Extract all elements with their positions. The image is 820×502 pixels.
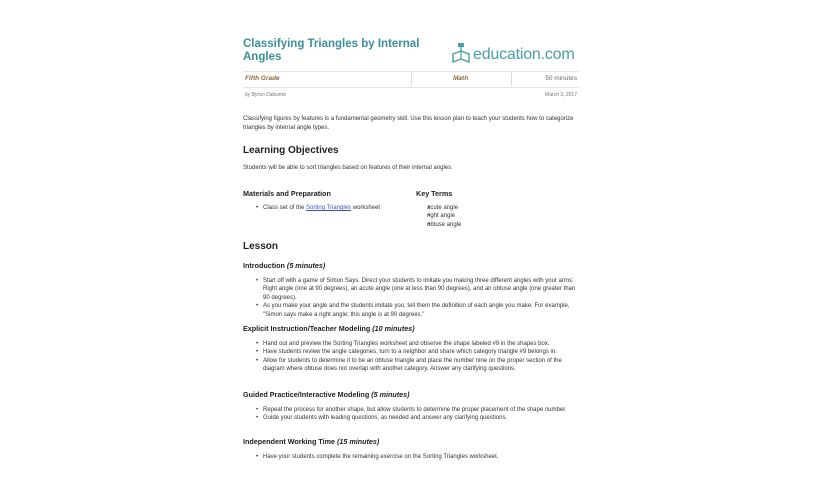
publish-date: March 3, 2017 <box>545 92 577 98</box>
page-title: Classifying Triangles by Internal Angles <box>243 38 420 63</box>
guided-practice-list <box>243 406 579 423</box>
divider <box>243 87 579 88</box>
independent-working-list <box>243 453 579 461</box>
list-item: • Start off with a game of Simon Says. Direct your students to imitate you making three different angles with your arms: Right angle (one at 90 degrees), an acute angle (one at less than 90 degrees), and an obtuse angle (one greater than 90 degrees). <box>243 277 579 302</box>
list-item: • obtuse angle <box>415 221 461 229</box>
list-item: • Hand out and preview the Sorting Triangles worksheet and observe the shape labeled #9 in the shapes box. <box>243 340 579 348</box>
grade-label: Fifth Grade <box>245 75 280 82</box>
intro-paragraph: Classifying figures by features is a fundamental geometry skill. Use this lesson plan to teach your students how to categorize triangles by internal angle types. <box>243 116 574 131</box>
explicit-instruction-list <box>243 340 579 374</box>
materials-list <box>243 204 380 212</box>
author-name: by Byron Dalcomb <box>245 92 286 98</box>
lesson-meta <box>243 72 579 86</box>
section-heading-introduction: Introduction (5 minutes) <box>243 261 326 270</box>
list-item: • Class set of the Sorting Triangles worksheet <box>243 204 380 212</box>
key-terms-list <box>415 204 461 229</box>
sorting-triangles-link[interactable]: Sorting Triangles <box>306 205 352 211</box>
list-item: • right angle <box>415 212 461 220</box>
divider <box>511 72 512 86</box>
list-item: • Repeat the process for another shape, but allow students to determine the proper placement of the shape number. <box>243 406 579 414</box>
section-heading-independent-working: Independent Working Time (15 minutes) <box>243 437 380 446</box>
duration-label: 50 minutes <box>545 75 577 82</box>
divider <box>411 72 412 86</box>
list-item: • acute angle <box>415 204 461 212</box>
lesson-heading: Lesson <box>243 241 279 252</box>
section-heading-guided-practice: Guided Practice/Interactive Modeling (5 minutes) <box>243 390 410 399</box>
list-item: • As you make your angle and the students imitate you, tell them the definition of each angle you make. For example, "Simon says make a right angle; this angle is at 90 degrees." <box>243 302 579 319</box>
key-terms-heading: Key Terms <box>416 189 453 198</box>
section-heading-explicit-instruction: Explicit Instruction/Teacher Modeling (10 minutes) <box>243 324 415 333</box>
education-logo[interactable] <box>451 42 574 64</box>
learning-objectives-text: Students will be able to sort triangles based on features of their internal angles. <box>243 165 453 171</box>
subject-label: Math <box>453 75 469 82</box>
list-item: • Allow for students to determine it to be an obtuse triangle and place the number nine on the proper section of the diagram where obtuse does not overlap with another category. Answer any clarifying questions. <box>243 357 579 374</box>
materials-heading: Materials and Preparation <box>243 189 331 198</box>
list-item: • Have your students complete the remaining exercise on the Sorting Triangles worksheet. <box>243 453 579 461</box>
introduction-list <box>243 277 579 319</box>
list-item: • Have students review the angle categories, turn to a neighbor and share which category triangle #9 belongs in. <box>243 348 579 356</box>
logo-text: education.com <box>473 46 575 63</box>
list-item: • Guide your students with leading questions, as needed and answer any clarifying questions. <box>243 414 579 422</box>
learning-objectives-heading: Learning Objectives <box>243 145 339 156</box>
book-lamp-icon <box>451 42 471 64</box>
